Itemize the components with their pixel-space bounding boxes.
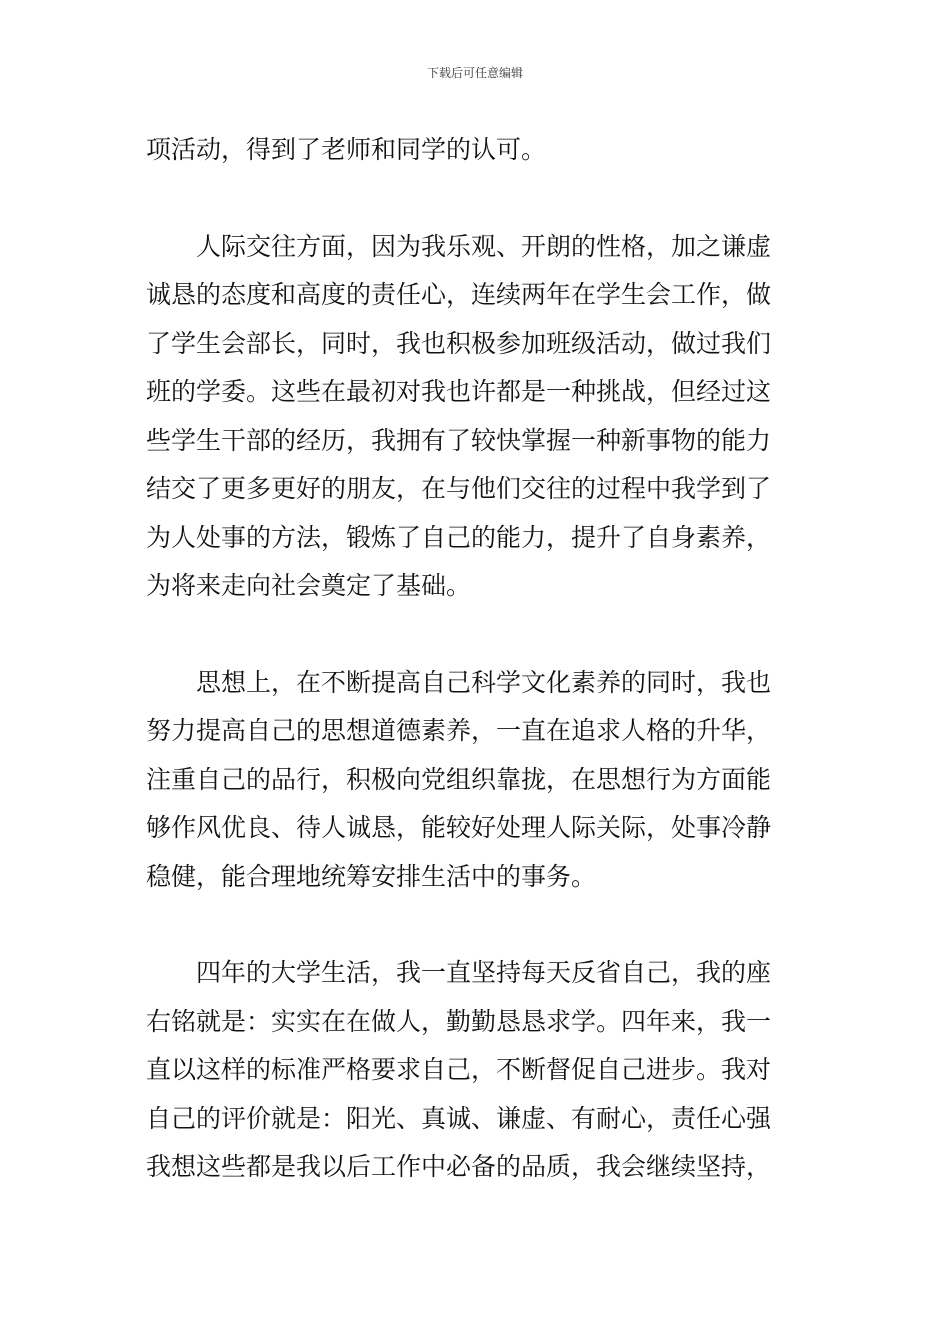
text-line: 四年的大学生活，我一直坚持每天反省自己，我的座: [196, 958, 772, 987]
text-line: 够作风优良、待人诚恳，能较好处理人际关际，处事冷静: [146, 813, 772, 842]
text-line: 自己的评价就是：阳光、真诚、谦虚、有耐心，责任心强: [146, 1103, 772, 1133]
paragraph-gap: [146, 175, 810, 223]
text-line: 稳健，能合理地统筹安排生活中的事务。: [146, 861, 597, 891]
document-body: [146, 126, 810, 1192]
text-line: 思想上，在不断提高自己科学文化素养的同时，我也: [196, 667, 772, 697]
text-line: 直以这样的标准严格要求自己，不断督促自己进步。我对: [146, 1055, 772, 1084]
text-line: 注重自己的品行，积极向党组织靠拢，在思想行为方面能: [146, 764, 772, 794]
text-line: 项活动，得到了老师和同学的认可。: [146, 135, 547, 164]
page-header: 下载后可任意编辑: [426, 66, 523, 80]
paragraph-gap: [146, 611, 810, 659]
text-line: 了学生会部长，同时，我也积极参加班级活动，做过我们: [146, 328, 772, 358]
text-line: 我想这些都是我以后工作中必备的品质，我会继续坚持，: [146, 1152, 772, 1181]
paragraph-interpersonal: [146, 223, 810, 611]
text-line: 努力提高自己的思想道德素养，一直在追求人格的升华，: [146, 716, 772, 745]
text-line: 结交了更多更好的朋友，在与他们交往的过程中我学到了: [146, 474, 772, 503]
text-line: 人际交往方面，因为我乐观、开朗的性格，加之谦虚: [196, 231, 772, 261]
text-line: 为将来走向社会奠定了基础。: [146, 571, 472, 600]
text-line: 班的学委。这些在最初对我也许都是一种挑战，但经过这: [146, 377, 772, 406]
paragraph-college-life: [146, 949, 810, 1192]
text-line: 右铭就是：实实在在做人，勤勤恳恳求学。四年来，我一: [146, 1006, 772, 1036]
text-line: 为人处事的方法，锻炼了自己的能力，提升了自身素养，: [146, 522, 772, 552]
paragraph-continuation: [146, 126, 810, 175]
paragraph-ideology: [146, 659, 810, 902]
text-line: 些学生干部的经历，我拥有了较快掌握一种新事物的能力: [146, 425, 772, 455]
paragraph-gap: [146, 901, 810, 949]
text-line: 诚恳的态度和高度的责任心，连续两年在学生会工作，做: [146, 280, 772, 309]
